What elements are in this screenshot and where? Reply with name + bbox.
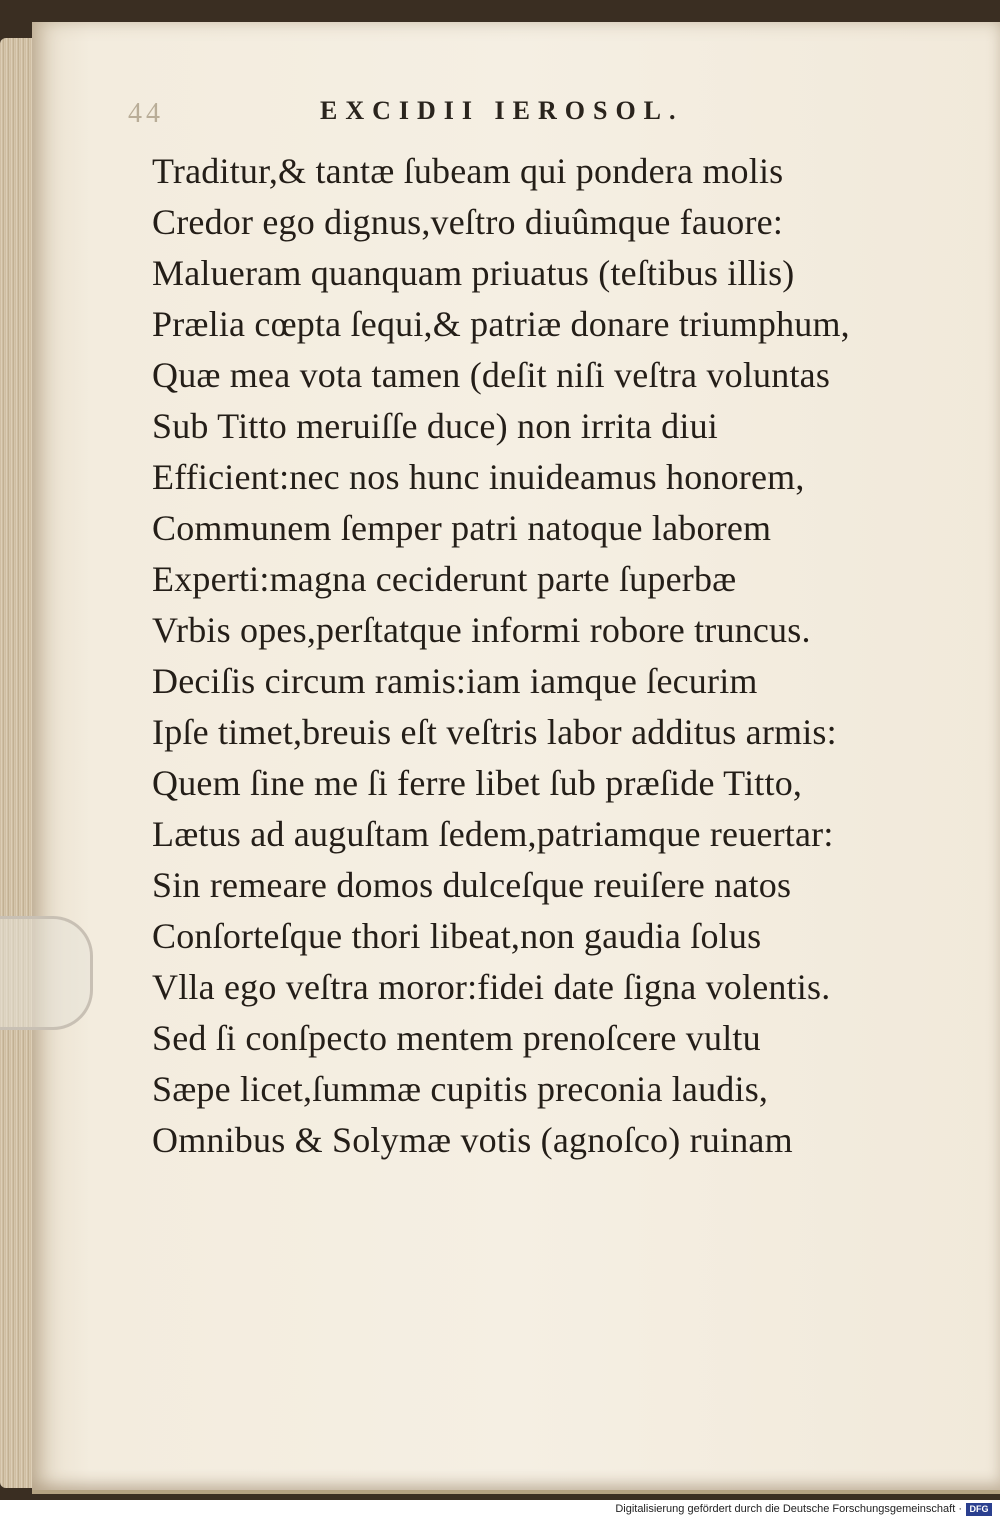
verse-line: Quem ſine me ſi ferre libet ſub præſide Titto, [152, 763, 803, 803]
verse-line: Sin remeare domos dulceſque reuiſere natos [152, 865, 792, 905]
verse-line: Omnibus & Solymæ votis (agnoſco) ruinam [152, 1120, 793, 1160]
verse-text [152, 146, 912, 1166]
verse-line: Lætus ad auguſtam ſedem,patriamque reuertar: [152, 814, 834, 854]
dfg-logo: DFG [966, 1503, 992, 1516]
verse-line: Communem ſemper patri natoque laborem [152, 508, 772, 548]
verse-line: Ipſe timet,breuis eſt veſtris labor additus armis: [152, 712, 837, 752]
running-head: EXCIDII IEROSOL. [320, 96, 684, 125]
verse-line: Sæpe licet,ſummæ cupitis preconia laudis, [152, 1069, 769, 1109]
verse-line: Sed ſi conſpecto mentem prenoſcere vultu [152, 1018, 761, 1058]
verse-line: Malueram quanquam priuatus (teſtibus illis) [152, 253, 795, 293]
page-number: 44 [128, 98, 164, 129]
verse-line: Vrbis opes,perſtatque informi robore truncus. [152, 610, 811, 650]
verse-line: Quæ mea vota tamen (deſit niſi veſtra voluntas [152, 355, 831, 395]
verse-line: Conſorteſque thori libeat,non gaudia ſolus [152, 916, 762, 956]
verse-line: Prælia cœpta ſequi,& patriæ donare triumphum, [152, 304, 850, 344]
verse-line: Vlla ego veſtra moror:fidei date ſigna volentis. [152, 967, 831, 1007]
verse-line: Efficient:nec nos hunc inuideamus honorem, [152, 457, 805, 497]
verse-line: Traditur,& tantæ ſubeam qui pondera molis [152, 151, 784, 191]
page-clip [0, 916, 93, 1030]
funding-credit: Digitalisierung gefördert durch die Deutsche Forschungsgemeinschaft · [615, 1503, 962, 1515]
verse-line: Experti:magna ceciderunt parte ſuperbæ [152, 559, 737, 599]
verse-line: Credor ego dignus,veſtro diuûmque fauore: [152, 202, 784, 242]
verse-line: Sub Titto meruiſſe duce) non irrita diui [152, 406, 718, 446]
verse-line: Deciſis circum ramis:iam iamque ſecurim [152, 661, 758, 701]
